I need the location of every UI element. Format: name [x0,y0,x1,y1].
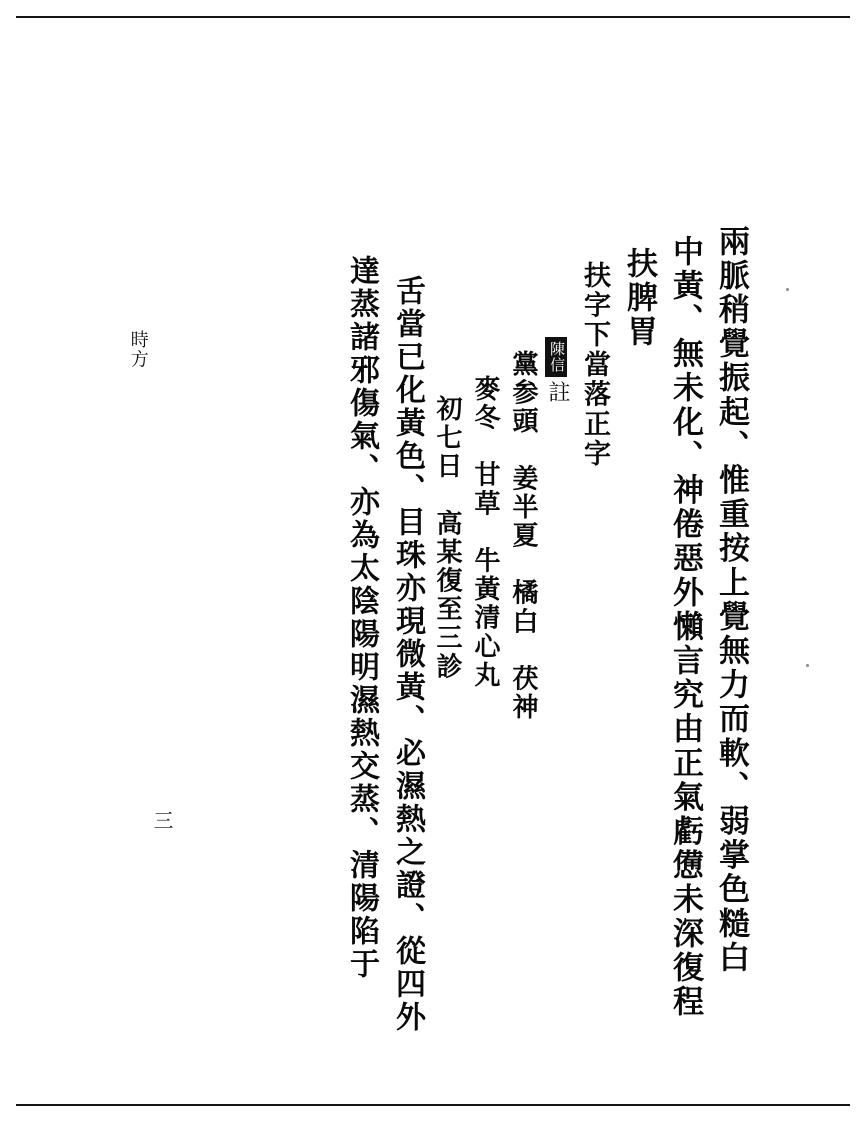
manuscript-visit-record-column: 初七日 高某復至三診 [432,395,462,681]
seal-stamp: 陳信 [545,337,567,377]
manuscript-prescription-column-1: 黨参頭 姜半夏 橘白 茯神 [508,350,538,722]
manuscript-prescription-column-2: 麥冬 甘草 牛黃清心丸 [470,375,500,690]
scan-speckle [806,664,809,667]
manuscript-annotation-column: 扶字下當落正字 [579,261,610,469]
folio-number: 三 [150,810,174,830]
manuscript-column-10: 達蒸諸邪傷氣、亦為太陰陽明濕熱交蒸、清陽陷于 [344,255,379,981]
manuscript-text-block [120,225,749,1034]
side-note-label: 時方 [127,330,149,369]
annotation-note-label: 註 [545,380,570,405]
manuscript-column-1: 兩脈稍覺振起、惟重按上覺無力而軟、弱掌色糙白 [713,225,749,976]
manuscript-column-3: 扶脾胃 [621,247,657,350]
manuscript-column-9: 舌當已化黃色、目珠亦現微黃、必濕熱之證、從四外 [390,275,425,1034]
page-frame-bottom-rule [16,1104,850,1106]
manuscript-column-2: 中黃、無未化、神倦惡外懶言究由正氣虧憊未深復程 [667,235,703,1020]
scan-speckle [786,288,789,291]
page-frame-top-rule [16,16,850,18]
manuscript-annotation-marker [536,333,568,405]
